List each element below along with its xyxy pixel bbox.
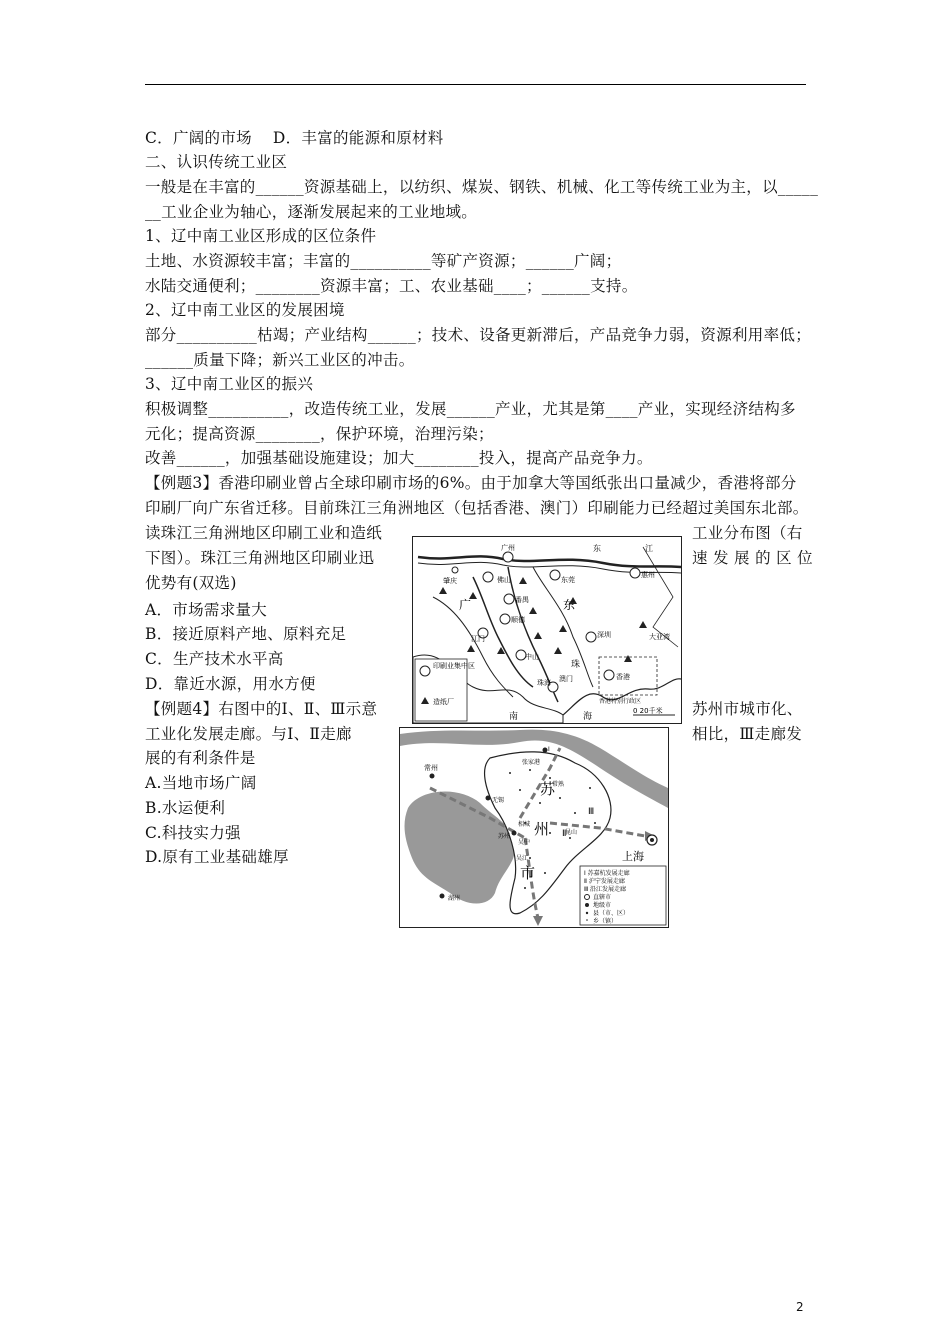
section-heading: 二、认识传统工业区	[145, 153, 288, 171]
text-line: __工业企业为轴心，逐渐发展起来的工业地域。	[145, 203, 478, 221]
map-label: 常熟	[552, 781, 565, 788]
map-label: 广	[459, 598, 472, 612]
map-label: 吴中	[518, 839, 531, 846]
q3-text: 速 发 展 的 区 位	[692, 549, 813, 567]
map-label: 湖州	[448, 895, 461, 902]
subheading: 2、辽中南工业区的发展困境	[145, 301, 345, 319]
map-label: 东	[593, 544, 601, 553]
q4-text: 工业化发展走廊。与Ⅰ、Ⅱ走廊	[145, 725, 352, 743]
map-label: 番禺	[515, 596, 529, 604]
map-label: 澳门	[559, 675, 573, 683]
text-line: 水陆交通便利；________资源丰富；工、农业基础____；______支持。	[145, 277, 638, 295]
legend-item: 地级市	[593, 902, 612, 909]
text-line: 一般是在丰富的______资源基础上，以纺织、煤炭、钢铁、机械、化工等传统工业为主，以_____	[145, 178, 819, 196]
map-label: 上海	[622, 850, 644, 863]
example3-intro: 【例题3】香港印刷业曾占全球印刷市场的6%。由于加拿大等国纸张出口量减少，香港将部分	[145, 474, 797, 492]
map-label: 吴江	[516, 855, 529, 862]
legend-paper-mill: 造纸厂	[433, 698, 454, 706]
map-label: Ⅰ	[548, 746, 550, 753]
example3-intro: 印刷厂向广东省迁移。目前珠江三角洲地区（包括香港、澳门）印刷能力已经超过美国东北部。	[145, 499, 809, 517]
map-label: 大亚湾	[649, 633, 670, 641]
legend-item: 乡（镇）	[593, 918, 618, 925]
text-line: 改善______，加强基础设施建设；加大________投入，提高产品竞争力。	[145, 449, 653, 467]
q4-option-c: C.科技实力强	[145, 824, 241, 842]
q3-option-b: B．接近原料产地、原料充足	[145, 625, 347, 643]
map-label: 市	[520, 864, 536, 882]
map-label: 香港	[616, 673, 630, 681]
map-label: 张家港	[522, 759, 541, 766]
q3-text: 优势有(双选)	[145, 574, 237, 592]
map-label: 佛山	[497, 576, 511, 584]
q3-option-c: C．生产技术水平高	[145, 650, 284, 668]
map-label: 惠州	[641, 571, 655, 579]
map-label: 常州	[424, 764, 438, 772]
q3-text: 下图）。珠江三角洲地区印刷业迅	[145, 549, 375, 567]
q4-option-d: D.原有工业基础雄厚	[145, 848, 289, 866]
subheading: 1、辽中南工业区形成的区位条件	[145, 227, 377, 245]
map-label: 珠海	[537, 679, 551, 687]
map-label: Ⅱ	[562, 829, 567, 839]
q4-option-b: B.水运便利	[145, 799, 226, 817]
text-line: ______质量下降；新兴工业区的冲击。	[145, 351, 415, 369]
subheading: 3、辽中南工业区的振兴	[145, 375, 314, 393]
map-label: 珠	[571, 660, 581, 670]
map-label: 江	[645, 544, 653, 553]
text-line: 土地、水资源较丰富；丰富的__________等矿产资源；______广阔；	[145, 252, 622, 270]
legend-item: Ⅲ 沿江发展走廊	[584, 886, 627, 893]
q4-option-a: A.当地市场广阔	[145, 774, 257, 792]
map-label: 相城	[518, 821, 531, 828]
map-label: 广州	[501, 544, 515, 552]
suzhou-corridor-map	[399, 727, 669, 928]
map-label: 苏	[540, 780, 556, 798]
map-label: 香港特别行政区	[599, 698, 642, 705]
page-number: 2	[796, 1300, 804, 1314]
pearl-river-delta-map	[412, 536, 682, 724]
map-label: 无锡	[492, 797, 505, 804]
q4-text: 展的有利条件是	[145, 749, 256, 767]
map-scale: 0 20千米	[633, 707, 663, 715]
map-label: 顺德	[511, 616, 525, 624]
map-label: 州	[534, 820, 550, 838]
legend-printing: 印刷业集中区	[433, 662, 475, 670]
map-label: Ⅲ	[588, 807, 595, 817]
legend-item: Ⅱ 沪宁发展走廊	[584, 878, 625, 885]
legend-item: 县（市、区）	[593, 910, 630, 917]
text-line: 元化；提高资源________，保护环境，治理污染；	[145, 425, 494, 443]
q3-text: 读珠江三角洲地区印刷工业和造纸	[145, 524, 383, 542]
text-line: 部分__________枯竭；产业结构______；技术、设备更新滞后，产品竞争力弱，资源利用率低；	[145, 326, 812, 344]
map-label: 江门	[471, 635, 485, 643]
map-label: 海	[583, 712, 593, 722]
q4-text: 【例题4】右图中的Ⅰ、Ⅱ、Ⅲ示意	[145, 700, 378, 718]
q3-option-d: D．靠近水源，用水方便	[145, 675, 316, 693]
legend-item: Ⅰ 苏嘉杭发展走廊	[584, 870, 630, 877]
q4-text: 苏州市城市化、	[692, 700, 803, 718]
q3-option-a: A．市场需求量大	[145, 601, 268, 619]
map-label: 南	[509, 712, 519, 722]
option-line-cd: C．广阔的市场 D．丰富的能源和原材料	[145, 129, 444, 147]
q4-text: 相比，Ⅲ走廊发	[692, 725, 803, 743]
text-line: 积极调整__________，改造传统工业，发展______产业，尤其是第____产业，实现经济结构多	[145, 400, 796, 418]
q3-text: 工业分布图（右	[692, 524, 803, 542]
map-label: 东	[563, 598, 576, 612]
header-rule	[145, 84, 806, 85]
map-label: 中山	[525, 653, 539, 661]
map-label: 昆山	[565, 829, 578, 836]
map-label: 苏州	[498, 833, 511, 840]
map-label: 深圳	[597, 631, 611, 639]
map-label: 东莞	[561, 576, 575, 584]
legend-item: 直辖市	[593, 894, 612, 901]
map-label: 肇庆	[443, 577, 457, 585]
